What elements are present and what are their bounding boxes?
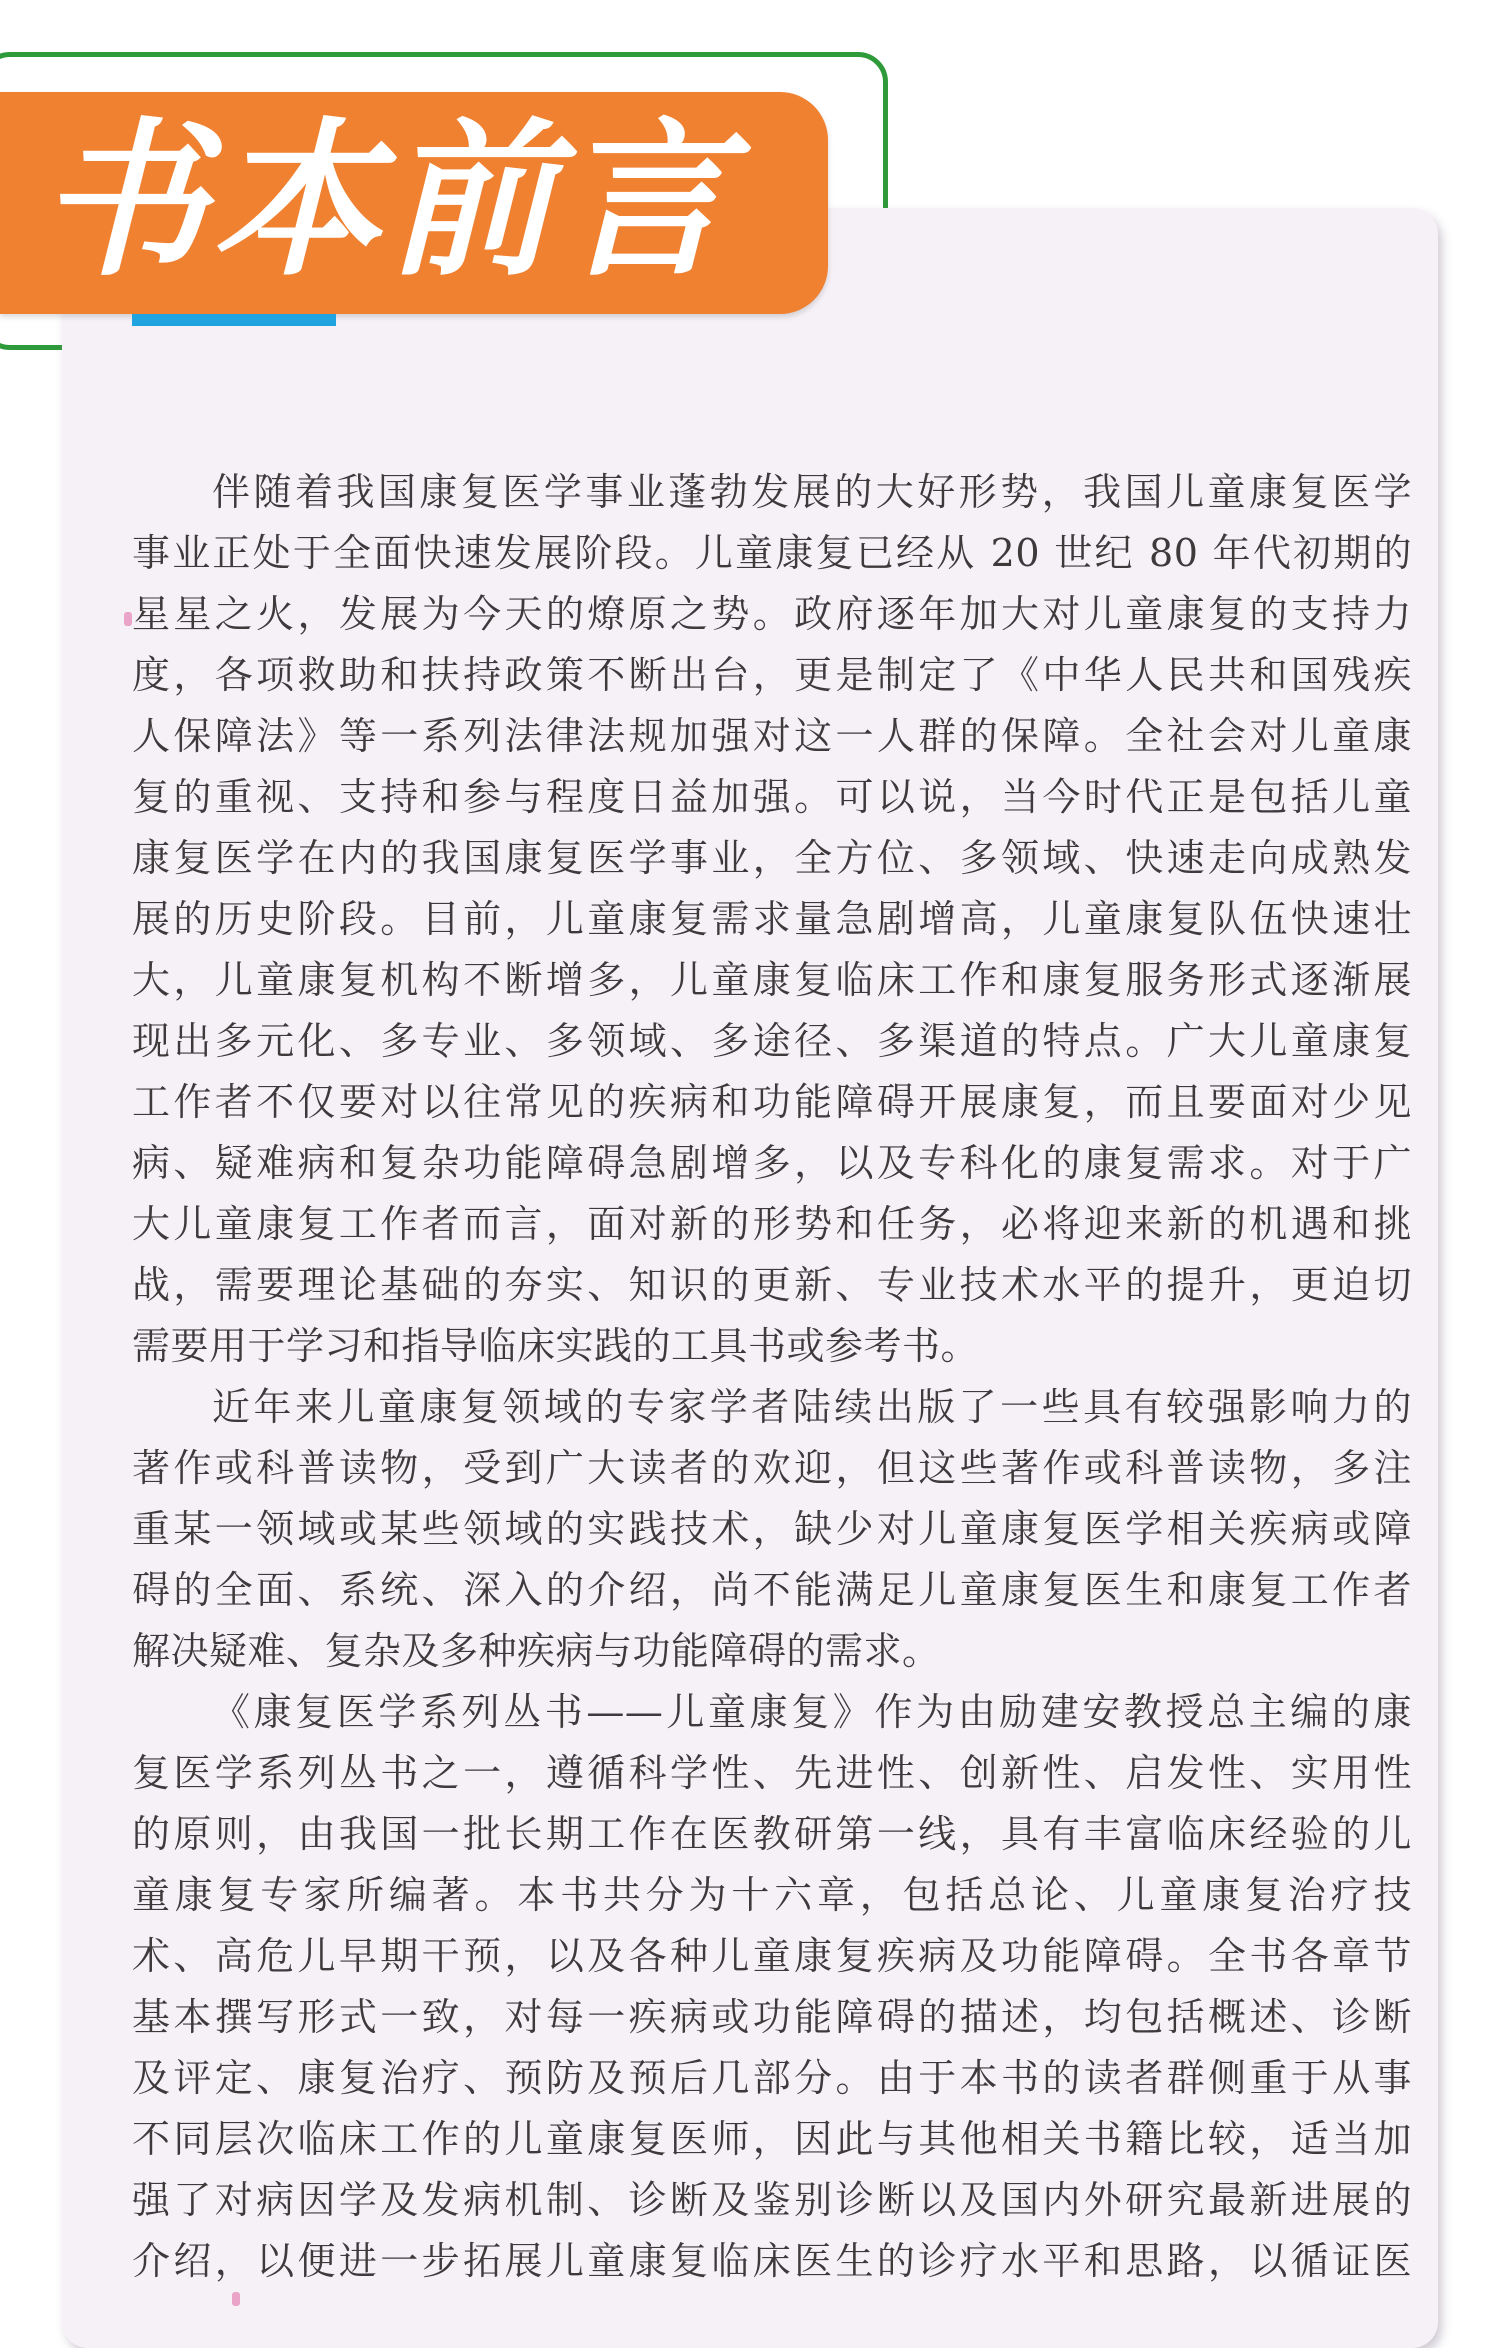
text-line: 及评定、康复治疗、预防及预后几部分。由于本书的读者群侧重于从事 [132, 2056, 1412, 2100]
text-line: 康复医学在内的我国康复医学事业，全方位、多领域、快速走向成熟发 [132, 836, 1412, 880]
text-line: 不同层次临床工作的儿童康复医师，因此与其他相关书籍比较，适当加 [132, 2117, 1412, 2161]
margin-mark [124, 612, 132, 626]
text-line: 事业正处于全面快速发展阶段。儿童康复已经从 20 世纪 80 年代初期的 [132, 531, 1412, 575]
text-line: 人保障法》等一系列法律法规加强对这一人群的保障。全社会对儿童康 [132, 714, 1412, 758]
text-line: 复的重视、支持和参与程度日益加强。可以说，当今时代正是包括儿童 [132, 775, 1412, 819]
text-line: 需要用于学习和指导临床实践的工具书或参考书。 [132, 1324, 980, 1368]
text-line: 基本撰写形式一致，对每一疾病或功能障碍的描述，均包括概述、诊断 [132, 1995, 1412, 2039]
text-line: 伴随着我国康复医学事业蓬勃发展的大好形势，我国儿童康复医学 [212, 470, 1412, 514]
text-line: 的原则，由我国一批长期工作在医教研第一线，具有丰富临床经验的儿 [132, 1812, 1412, 1856]
text-line: 度，各项救助和扶持政策不断出台，更是制定了《中华人民共和国残疾 [132, 653, 1412, 697]
page-title: 书本前言 [38, 103, 734, 299]
text-line: 介绍，以便进一步拓展儿童康复临床医生的诊疗水平和思路，以循证医 [132, 2239, 1412, 2283]
text-line: 近年来儿童康复领域的专家学者陆续出版了一些具有较强影响力的 [212, 1385, 1412, 1429]
text-line: 星星之火，发展为今天的燎原之势。政府逐年加大对儿童康复的支持力 [132, 592, 1412, 636]
text-line: 著作或科普读物，受到广大读者的欢迎，但这些著作或科普读物，多注 [132, 1446, 1412, 1490]
text-line: 大儿童康复工作者而言，面对新的形势和任务，必将迎来新的机遇和挑 [132, 1202, 1412, 1246]
text-line: 重某一领域或某些领域的实践技术，缺少对儿童康复医学相关疾病或障 [132, 1507, 1412, 1551]
text-line: 大，儿童康复机构不断增多，儿童康复临床工作和康复服务形式逐渐展 [132, 958, 1412, 1002]
text-line: 童康复专家所编著。本书共分为十六章，包括总论、儿童康复治疗技 [132, 1873, 1412, 1917]
text-line: 展的历史阶段。目前，儿童康复需求量急剧增高，儿童康复队伍快速壮 [132, 897, 1412, 941]
text-line: 碍的全面、系统、深入的介绍，尚不能满足儿童康复医生和康复工作者 [132, 1568, 1412, 1612]
text-line: 工作者不仅要对以往常见的疾病和功能障碍开展康复，而且要面对少见 [132, 1080, 1412, 1124]
text-line: 现出多元化、多专业、多领域、多途径、多渠道的特点。广大儿童康复 [132, 1019, 1412, 1063]
title-banner [0, 92, 828, 314]
text-line: 术、高危儿早期干预，以及各种儿童康复疾病及功能障碍。全书各章节 [132, 1934, 1412, 1978]
text-line: 解决疑难、复杂及多种疾病与功能障碍的需求。 [132, 1629, 941, 1673]
text-line: 病、疑难病和复杂功能障碍急剧增多，以及专科化的康复需求。对于广 [132, 1141, 1412, 1185]
text-line: 复医学系列丛书之一，遵循科学性、先进性、创新性、启发性、实用性 [132, 1751, 1412, 1795]
text-line: 战，需要理论基础的夯实、知识的更新、专业技术水平的提升，更迫切 [132, 1263, 1412, 1307]
margin-mark [232, 2292, 240, 2306]
preface-text [132, 462, 1412, 2292]
accent-stripe [132, 314, 336, 326]
text-line: 强了对病因学及发病机制、诊断及鉴别诊断以及国内外研究最新进展的 [132, 2178, 1412, 2222]
text-line: 《康复医学系列丛书——儿童康复》作为由励建安教授总主编的康 [212, 1690, 1412, 1734]
